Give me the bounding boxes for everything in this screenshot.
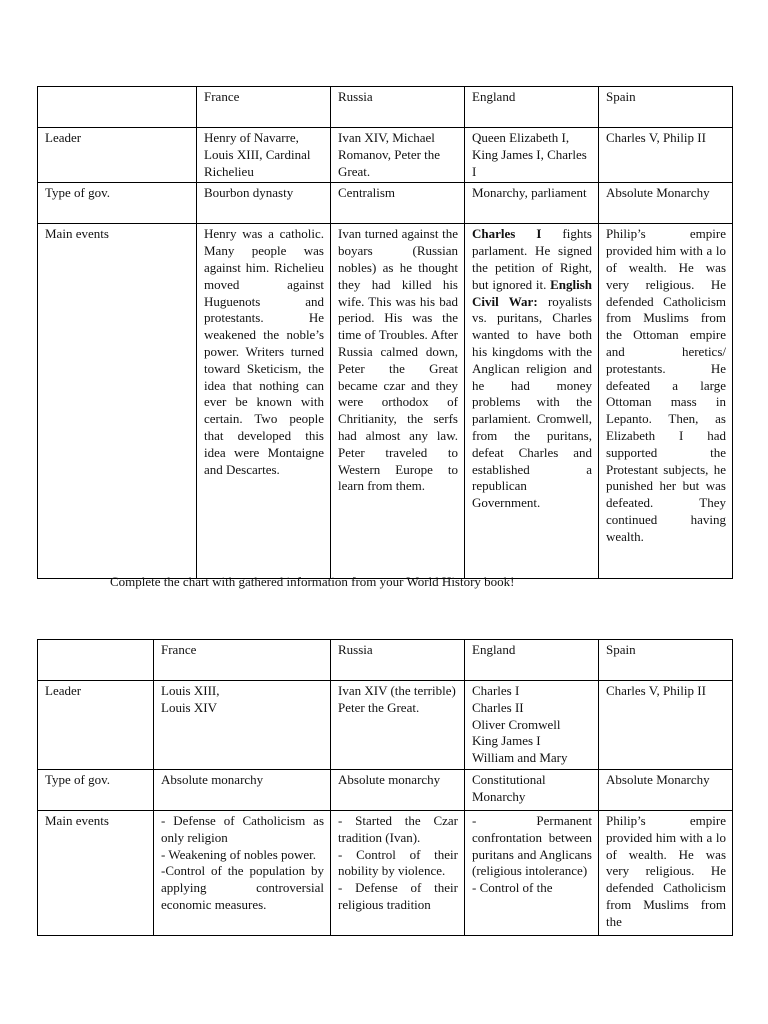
row-label-type: Type of gov. [38, 183, 197, 224]
row-label-events: Main events [38, 224, 197, 579]
header-england: England [465, 640, 599, 681]
events-england-bold-1: Charles I [472, 226, 542, 242]
type-spain: Absolute Monarchy [599, 769, 733, 810]
leader-spain-line: Charles V, Philip II [606, 683, 706, 698]
events-france [154, 810, 331, 935]
events-russia-line: - Started the Czar tradition (Ivan). [338, 812, 458, 845]
comparison-table-2 [37, 639, 733, 936]
events-england-bold-2: English Civil War: [472, 276, 593, 309]
events-russia [331, 810, 465, 935]
events-france: Henry was a catholic. Many people was against him. Richelieu moved against Huguenots and protestants. He weakened the noble’s power. Writers turned toward Sketicism, the idea that nothing can ever be known with certain. Two people that developed this idea were Montaigne and Descartes. [197, 224, 331, 579]
leader-russia: Ivan XIV, Michael Romanov, Peter the Great. [331, 128, 465, 183]
header-row [38, 640, 733, 681]
events-spain [599, 810, 733, 935]
row-label-events: Main events [38, 810, 154, 935]
leader-france [154, 681, 331, 770]
events-russia-line: - Control of their nobility by violence. [338, 846, 458, 879]
events-england-text-1: fights parlament. He signed the petition of Right, but ignored it. [472, 226, 592, 292]
header-spain: Spain [599, 640, 733, 681]
type-row [38, 183, 733, 224]
events-france-line: - Weakening of nobles power. [161, 846, 317, 862]
type-france: Bourbon dynasty [197, 183, 331, 224]
events-russia: Ivan turned against the boyars (Russian nobles) as he thought they had killed his wife. This was his bad period. His was the time of Troubles. After Russia calmed down, Peter the Great became czar and they were orthodox of Chritianity, the serfs had almost any law. Peter traveled to Western Europe to learn from them. [331, 224, 465, 579]
leader-row [38, 128, 733, 183]
leader-france: Henry of Navarre, Louis XIII, Cardinal Richelieu [197, 128, 331, 183]
type-spain: Absolute Monarchy [599, 183, 733, 224]
row-label-leader: Leader [38, 681, 154, 770]
events-france-line: -Control of the population by applying controversial economic measures. [161, 863, 324, 912]
type-row [38, 769, 733, 810]
header-row [38, 87, 733, 128]
leader-france-line: Louis XIV [161, 699, 217, 715]
events-england-text-2: royalists vs. puritans, Charles wanted to have both his kingdoms with the Anglican religion and he had money problems with the parlamient. Cromwell, from the puritans, defeat Charles and established a republican Government. [472, 293, 592, 511]
leader-england-line: Oliver Cromwell [472, 716, 561, 732]
leader-england-line: William and Mary [472, 750, 568, 766]
header-cell-empty [38, 640, 154, 681]
header-russia: Russia [331, 640, 465, 681]
leader-row [38, 681, 733, 770]
events-row [38, 810, 733, 935]
events-russia-line: - Defense of their religious tradition [338, 880, 458, 912]
leader-england [465, 681, 599, 770]
events-france-line: - Defense of Catholicism as only religion [161, 812, 324, 845]
header-spain: Spain [599, 87, 733, 128]
leader-england: Queen Elizabeth I, King James I, Charles I [465, 128, 599, 183]
type-england: Constitutional Monarchy [465, 769, 599, 810]
leader-spain [599, 681, 733, 770]
header-france: France [197, 87, 331, 128]
events-england [465, 810, 599, 935]
events-row [38, 224, 733, 579]
header-russia: Russia [331, 87, 465, 128]
header-england: England [465, 87, 599, 128]
leader-england-line: Charles II [472, 699, 524, 715]
leader-england-line: Charles I [472, 683, 520, 698]
leader-spain: Charles V, Philip II [599, 128, 733, 183]
header-france: France [154, 640, 331, 681]
events-england-line: - Permanent confrontation between puritans and Anglicans (religious intolerance) [472, 812, 592, 879]
type-russia: Centralism [331, 183, 465, 224]
events-england [465, 224, 599, 579]
events-spain-line: Philip’s empire provided him with a lo of wealth. He was very religious. He defended Catholicism from Muslims from the [606, 812, 726, 929]
type-russia: Absolute monarchy [331, 769, 465, 810]
row-label-type: Type of gov. [38, 769, 154, 810]
header-cell-empty [38, 87, 197, 128]
leader-russia-line: Ivan XIV (the terrible) [338, 683, 456, 698]
events-england-line: - Control of the [472, 880, 553, 896]
events-spain: Philip’s empire provided him with a lo of wealth. He was very religious. He defended Catholicism from Muslims from the Ottoman empire and heretics/ protestants. He defeated a large Ottoman mass in Lepanto. Then, as Elizabeth I had supported the Protestant subjects, he punished her but was defeated. They continued having wealth. [599, 224, 733, 579]
leader-france-line: Louis XIII, [161, 683, 220, 698]
type-france: Absolute monarchy [154, 769, 331, 810]
instruction-text: Complete the chart with gathered information from your World History book! [110, 574, 515, 589]
leader-russia-line: Peter the Great. [338, 699, 420, 715]
leader-russia [331, 681, 465, 770]
comparison-table-1 [37, 86, 733, 579]
leader-england-line: King James I [472, 733, 541, 749]
row-label-leader: Leader [38, 128, 197, 183]
type-england: Monarchy, parliament [465, 183, 599, 224]
